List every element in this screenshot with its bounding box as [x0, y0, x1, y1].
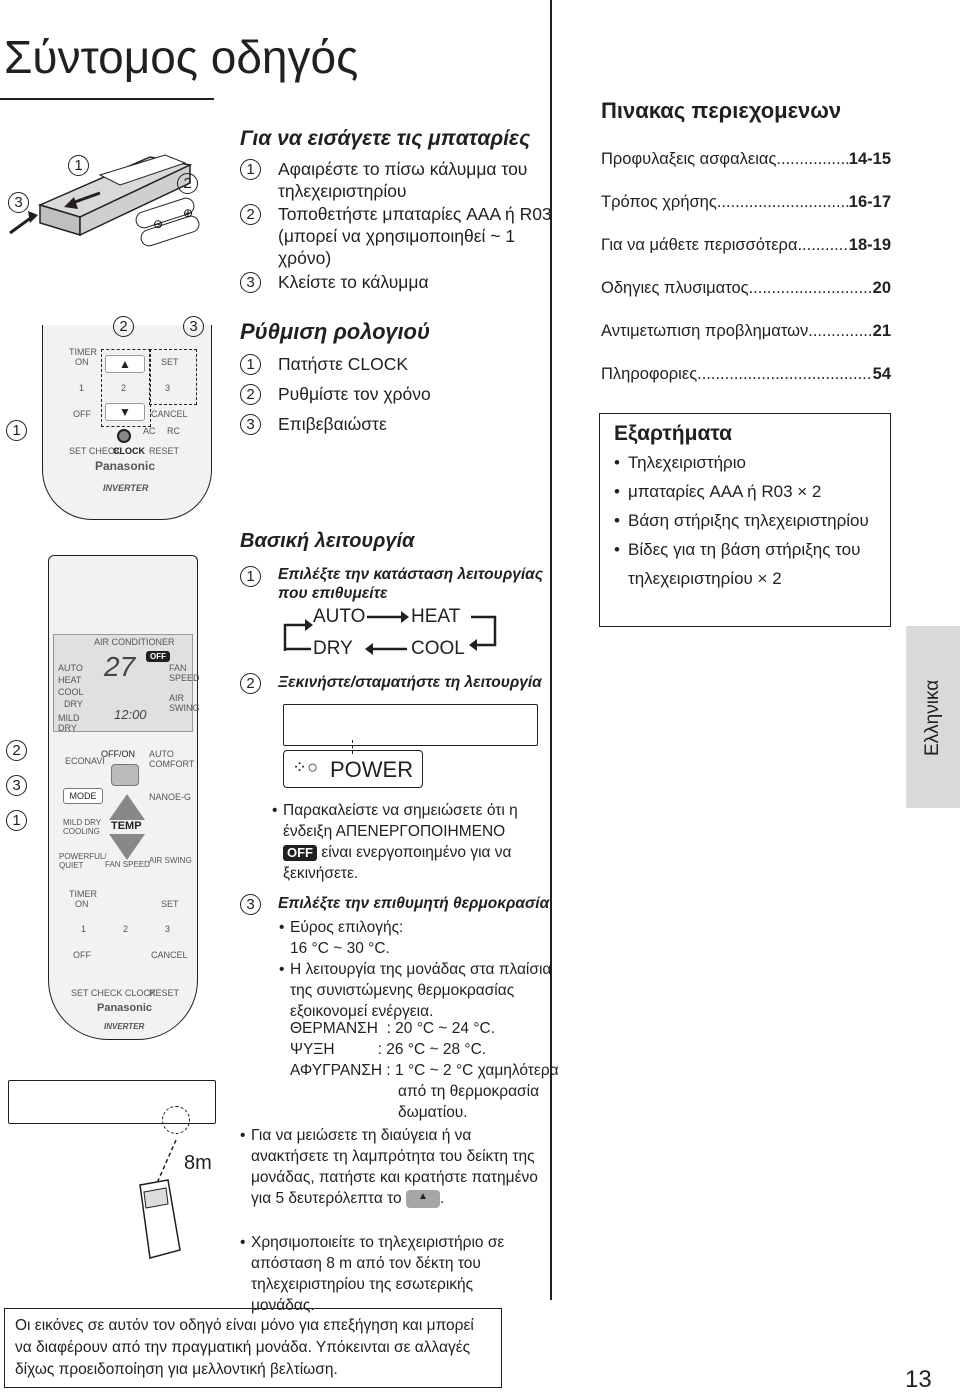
off-note: • Παρακαλείστε να σημειώσετε ότι η ένδειξη ΑΠΕΝΕΡΓΟΠΟΙΗΜΕΝΟ OFF είναι ενεργοποιημένο για να ξεκινήσετε.	[283, 800, 533, 884]
power-button[interactable]	[111, 764, 139, 786]
range-note: • Εύρος επιλογής: 16 °C ~ 30 °C.	[290, 917, 545, 959]
battery-step-3: 3 Κλείστε το κάλυμμα	[240, 271, 545, 293]
accessory-item: • μπαταρίες AAA ή R03 × 2	[614, 477, 876, 506]
reset-label: RESET	[149, 446, 180, 456]
mode-cool: COOL	[411, 638, 465, 659]
mode-heat: HEAT	[411, 606, 461, 627]
cooling-range: ΨΥΞΗ : 26 °C ~ 28 °C.	[290, 1041, 487, 1058]
power-label: POWER	[330, 757, 414, 782]
basic-step-3: 3 Επιλέξτε την επιθυμητή θερμοκρασία	[240, 893, 560, 915]
t2-label: 2	[121, 383, 127, 393]
toc-item[interactable]: Αντιμετωπιση προβληματων ..... 21	[601, 322, 891, 341]
column-divider	[550, 0, 552, 1300]
callout-3: 3	[8, 192, 29, 213]
battery-step-2: 2 Τοποθετήστε μπαταρίες AAA ή R03 (μπορεί να χρησιμοποιηθεί ~ 1 χρόνο)	[240, 203, 555, 269]
timer-label: TIMER	[69, 347, 97, 357]
basic-step-2: 2 Ξεκινήστε/σταματήστε τη λειτουργία	[240, 672, 560, 694]
aircon-label: AIR CONDITIONER	[94, 637, 175, 647]
svg-text:⊕: ⊕	[183, 206, 194, 220]
handheld-remote-illustration	[110, 1130, 200, 1270]
page-number: 13	[905, 1366, 932, 1393]
callout-op-2: 2	[6, 740, 27, 761]
clock-step-1: 1 Πατήστε CLOCK	[240, 353, 408, 375]
powerful-label: POWERFUL/ QUIET	[59, 852, 107, 870]
cancel-label: CANCEL	[151, 409, 188, 419]
accessories-box	[599, 413, 891, 627]
clock-step-2: 2 Ρυθμίστε τον χρόνο	[240, 383, 431, 405]
ac-label: AC	[143, 426, 156, 436]
brand-logo-2: Panasonic	[97, 1002, 153, 1014]
t2b-label: 2	[123, 924, 129, 934]
reset2-label: RESET	[149, 988, 180, 998]
callout-op-1: 1	[6, 810, 27, 831]
clock-step-3: 3 Επιβεβαιώστε	[240, 413, 387, 435]
svg-text:⊖: ⊖	[153, 217, 164, 231]
display-time: 12:00	[114, 707, 147, 722]
unit-panel	[283, 704, 538, 746]
nanoe-label: NANOE-G	[149, 792, 192, 802]
temp-up-button[interactable]	[109, 794, 145, 820]
eco-note: • Η λειτουργία της μονάδας στα πλαίσια της συνιστώμενης θερμοκρασίας εξοικονομεί ενέργεια.	[290, 959, 560, 1022]
batteries-title: Για να εισάγετε τις μπαταρίες	[240, 127, 531, 150]
dim-note: • Για να μειώσετε τη διαύγεια ή να ανακτήσετε τη λαμπρότητα του δείκτη της μονάδας, πατήστε και κρατήστε πατημένο για 5 δευτερόλεπτα το ▲ .	[251, 1125, 541, 1209]
power-lamp-icon: ⁘○	[292, 757, 318, 777]
d-mild-dry: MILD DRY	[58, 713, 80, 733]
dehum-range: ΑΦΥΓΡΑΝΣΗ : 1 °C ~ 2 °C χαμηλότερα	[290, 1062, 559, 1079]
off-label: OFF	[73, 409, 91, 419]
header-rule	[0, 98, 214, 100]
temp-down-button[interactable]	[109, 834, 145, 860]
d-dry: DRY	[64, 699, 83, 709]
basic-step-1: 1 Επιλέξτε την κατάσταση λειτουργίας που επιθυμείτε	[240, 565, 550, 603]
distance-note: • Χρησιμοποιείτε το τηλεχειριστήριο σε απόσταση 8 m από τον δέκτη του τηλεχειριστηρίου της εσωτερικής μονάδας.	[251, 1232, 541, 1316]
mode-auto: AUTO	[313, 606, 366, 627]
clock-button[interactable]	[117, 429, 131, 443]
on2-label: ON	[75, 899, 89, 909]
t1b-label: 1	[81, 924, 87, 934]
fan-speed-label: FAN SPEED	[105, 860, 150, 869]
callout-2: 2	[177, 173, 198, 194]
timer-up-button[interactable]: ▲	[105, 355, 145, 373]
set2-label: SET	[161, 899, 179, 909]
callout-clock-1: 1	[6, 420, 27, 441]
language-tab-label: Ελληνικα	[922, 679, 943, 756]
remote-display	[53, 634, 200, 733]
mild-dry-cooling-label: MILD DRY COOLING	[63, 818, 101, 836]
clock-remote-illustration	[42, 325, 212, 520]
temp-label: TEMP	[111, 820, 142, 832]
d-heat: HEAT	[58, 675, 82, 685]
toc-item[interactable]: Προφυλαξεις ασφαλειας ..... 14-15	[601, 150, 891, 169]
full-remote-illustration	[48, 555, 198, 1040]
d-air-swing: AIR SWING	[169, 693, 200, 713]
dehum-range-3: δωματίου.	[398, 1104, 468, 1121]
toc-item[interactable]: Οδηγιες πλυσιματος ..... 20	[601, 279, 891, 298]
callout-op-3: 3	[6, 775, 27, 796]
check2-label: SET CHECK CLOCK	[71, 988, 156, 998]
timer-select-dashes	[101, 349, 151, 427]
dehum-range-2: από τη θερμοκρασία	[398, 1083, 540, 1100]
callout-clock-3: 3	[183, 316, 204, 337]
power-indicator-box	[283, 750, 423, 788]
econavi-label: ECONAVI	[65, 756, 105, 766]
language-tab[interactable]	[906, 626, 960, 808]
accessories-title: Εξαρτήματα	[614, 422, 733, 445]
cancel2-label: CANCEL	[151, 950, 188, 960]
accessory-item: • Βάση στήριξης τηλεχειριστηρίου	[614, 506, 876, 535]
display-temp: 27	[104, 651, 136, 682]
toc-item[interactable]: Τρόπος χρήσης ..... 16-17	[601, 193, 891, 212]
toc-item[interactable]: Για να μάθετε περισσότερα... ..... 18-19	[601, 236, 891, 255]
t3-label: 3	[165, 383, 171, 393]
offon-label: OFF/ON	[101, 749, 135, 759]
d-auto: AUTO	[58, 663, 83, 673]
rc-label: RC	[167, 426, 180, 436]
heating-range: ΘΕΡΜΑΝΣΗ : 20 °C ~ 24 °C.	[290, 1020, 496, 1037]
inverter-logo-2: INVERTER	[104, 1022, 145, 1031]
disclaimer-text: Οι εικόνες σε αυτόν τον οδηγό είναι μόνο για επεξήγηση και μπορεί να διαφέρουν από την πραγματική μονάδα. Υπόκεινται σε αλλαγές δίχως προειδοποίηση για μελλοντική βελτίωση.	[15, 1317, 474, 1378]
mode-cycle-arrows	[275, 605, 505, 665]
distance-label: 8m	[184, 1152, 212, 1174]
off2-label: OFF	[73, 950, 91, 960]
toc-title: Πινακας περιεχομενων	[601, 98, 842, 123]
disclaimer-box	[4, 1308, 502, 1388]
accessories-list	[614, 448, 876, 593]
off-tag: OFF	[283, 845, 317, 861]
brand-logo: Panasonic	[95, 459, 156, 473]
basic-title: Βασική λειτουργία	[240, 530, 415, 552]
t1-label: 1	[79, 383, 85, 393]
set-label: SET	[161, 357, 179, 367]
auto-comfort-label: AUTO COMFORT	[149, 749, 195, 769]
toc-item[interactable]: Πληροφοριες ..... 54	[601, 365, 891, 384]
d-cool: COOL	[58, 687, 84, 697]
accessory-item: • Τηλεχειριστήριο	[614, 448, 876, 477]
callout-clock-2: 2	[113, 316, 134, 337]
page-title: Σύντομος οδηγός	[4, 31, 359, 83]
set-select-dashes	[149, 349, 197, 405]
mode-dry: DRY	[313, 638, 353, 659]
set-check-label: SET CHECK	[69, 446, 121, 456]
clock-label: CLOCK	[113, 446, 145, 456]
mode-button[interactable]: MODE	[63, 788, 103, 804]
timer-down-button[interactable]: ▼	[105, 403, 145, 421]
callout-1: 1	[68, 155, 89, 176]
clock-title: Ρύθμιση ρολογιού	[240, 319, 430, 344]
battery-step-1: 1 Αφαιρέστε το πίσω κάλυμμα του τηλεχειριστηρίου	[240, 158, 545, 202]
battery-insert-illustration	[0, 145, 225, 265]
t3b-label: 3	[165, 924, 171, 934]
display-off-tag: OFF	[146, 651, 170, 662]
timer2-label: TIMER	[69, 889, 97, 899]
air-swing-label: AIR SWING	[149, 856, 192, 865]
d-fan-speed: FAN SPEED	[169, 663, 200, 683]
accessory-item: • Βίδες για τη βάση στήριξης του τηλεχειριστηρίου × 2	[614, 535, 876, 593]
on-label: ON	[75, 357, 89, 367]
inverter-logo: INVERTER	[103, 483, 149, 493]
dim-button-icon: ▲	[406, 1190, 440, 1208]
